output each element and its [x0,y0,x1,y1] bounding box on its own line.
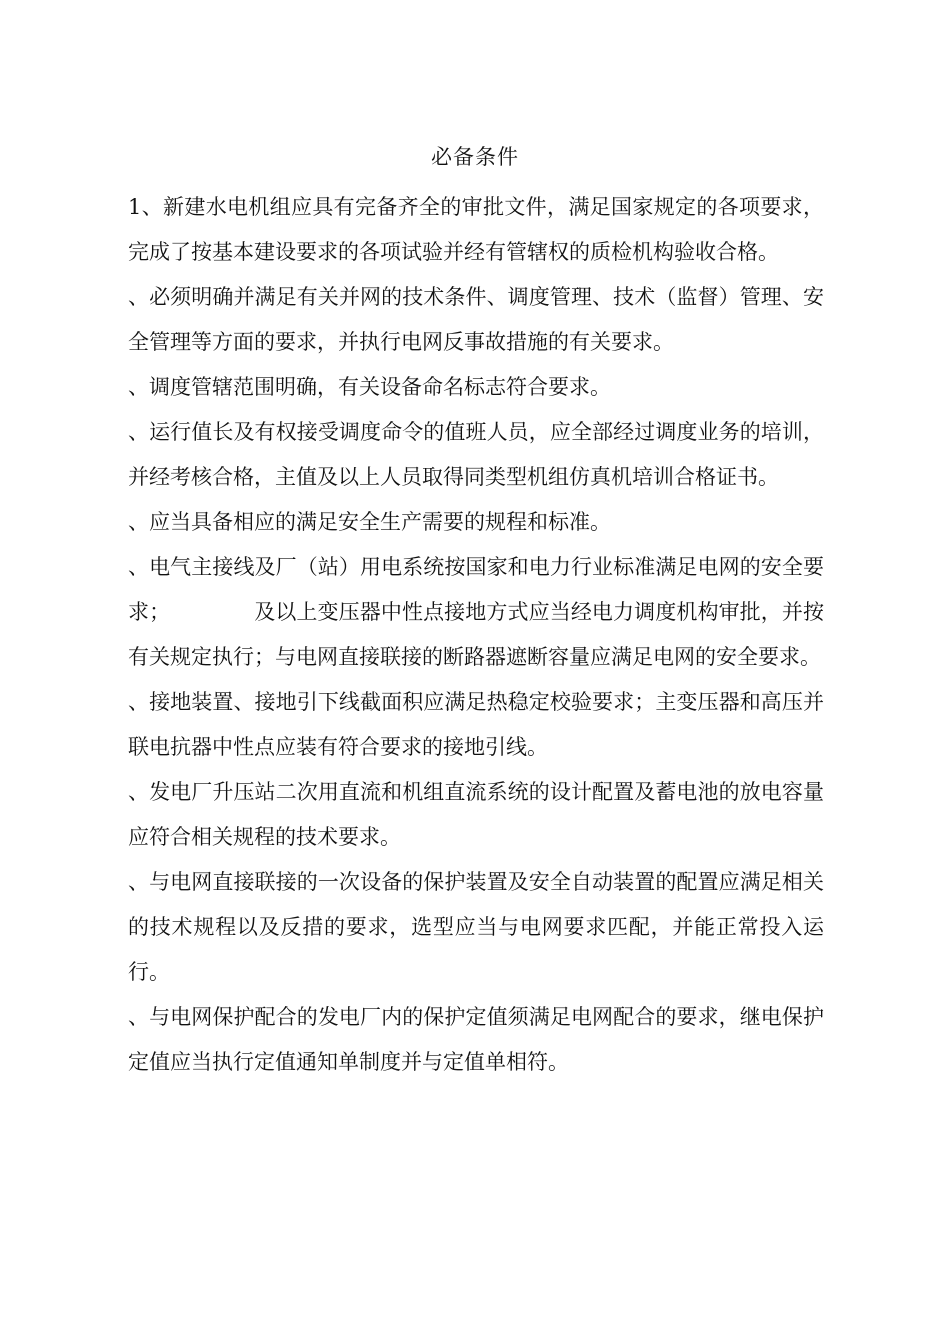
paragraph-5: 、应当具备相应的满足安全生产需要的规程和标准。 [128,510,611,534]
paragraph-6-part-1: 、电气主接线及厂（站）用电系统按国家和电力行业标准满足电网的安全要求； [128,555,824,624]
paragraph-6-part-2: 及以上变压器中性点接地方式应当经电力调度机构审批，并按有关规定执行；与电网直接联接的断路器遮断容量应满足电网的安全要求。 [128,600,824,669]
paragraph-4: 、运行值长及有权接受调度命令的值班人员，应全部经过调度业务的培训，并经考核合格，主值及以上人员取得同类型机组仿真机培训合格证书。 [128,420,824,489]
paragraph-1: 1、新建水电机组应具有完备齐全的审批文件，满足国家规定的各项要求，完成了按基本建设要求的各项试验并经有管辖权的质检机构验收合格。 [128,195,824,264]
paragraph-7: 、接地装置、接地引下线截面积应满足热稳定校验要求；主变压器和高压并联电抗器中性点应装有符合要求的接地引线。 [128,690,824,759]
paragraph-3: 、调度管辖范围明确，有关设备命名标志符合要求。 [128,375,611,399]
paragraph-9: 、与电网直接联接的一次设备的保护装置及安全自动装置的配置应满足相关的技术规程以及反措的要求，选型应当与电网要求匹配，并能正常投入运行。 [128,870,824,984]
paragraph-6 [128,545,824,680]
document-title: 必备条件 [431,145,519,169]
paragraph-10: 、与电网保护配合的发电厂内的保护定值须满足电网配合的要求，继电保护定值应当执行定值通知单制度并与定值单相符。 [128,1005,824,1074]
document-body [128,185,824,1085]
paragraph-2: 、必须明确并满足有关并网的技术条件、调度管理、技术（监督）管理、安全管理等方面的要求，并执行电网反事故措施的有关要求。 [128,285,824,354]
paragraph-8: 、发电厂升压站二次用直流和机组直流系统的设计配置及蓄电池的放电容量应符合相关规程的技术要求。 [128,780,824,849]
